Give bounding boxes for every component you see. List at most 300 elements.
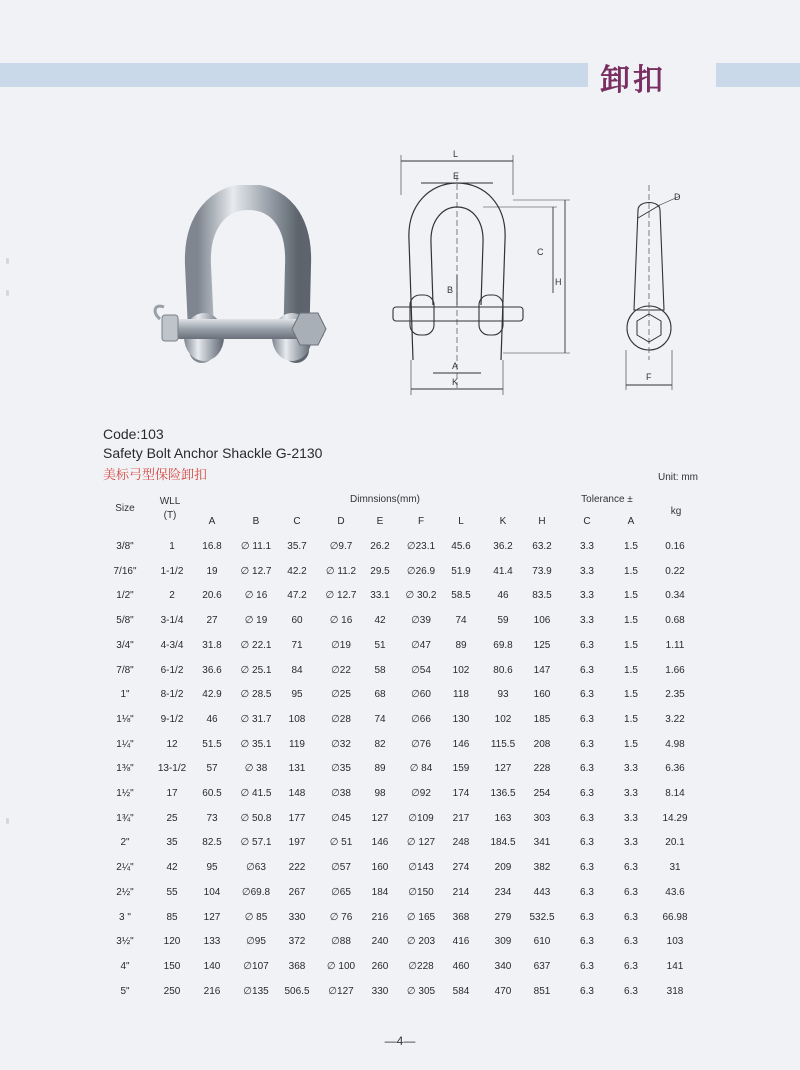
table-cell: 6.3 [624,936,638,948]
table-cell: 148 [288,788,306,799]
product-name-chinese: 美标弓型保险卸扣 [103,467,208,482]
column-header: H [538,516,546,527]
table-cell: 159 [452,763,470,775]
table-cell: 184.5 [490,837,516,849]
table-cell: ∅ 100 [326,960,356,972]
table-cell: 532.5 [529,911,555,923]
table-cell: 98 [374,788,386,799]
table-cell: 1-1/2 [160,565,184,577]
table-cell: ∅ 12.7 [325,590,357,602]
table-cell: 80.6 [493,664,513,676]
table-cell: ∅143 [408,862,434,874]
table-cell: 93 [497,689,509,701]
table-cell: 42.2 [287,565,307,577]
table-cell: ∅ 165 [406,911,436,923]
table-cell: 125 [533,639,551,651]
table-cell: 17 [166,788,178,799]
product-name: Safety Bolt Anchor Shackle G-2130 [103,445,323,461]
table-cell: 102 [494,713,512,725]
column-header: L [458,516,464,527]
table-cell: 118 [453,689,469,701]
table-cell: 303 [533,812,551,824]
table-cell: 254 [533,788,551,799]
table-cell: 146 [371,837,389,849]
table-cell: ∅ 11.1 [240,541,272,552]
table-cell: 260 [371,960,389,972]
table-cell: 1.5 [624,639,638,651]
table-cell: 73.9 [532,565,552,577]
table-cell: 74 [374,713,386,725]
table-cell: 160 [371,862,389,874]
table-cell: 3/8" [116,541,134,552]
table-cell: 120 [163,936,181,948]
table-cell: 214 [452,886,470,898]
table-cell: ∅107 [243,960,269,972]
table-cell: 58.5 [451,590,471,602]
table-cell: 1.5 [624,590,638,602]
table-cell: 3-1/4 [160,615,184,627]
table-cell: 6-1/2 [160,664,184,676]
label-a: A [452,361,459,371]
product-code: Code:103 [103,426,164,442]
table-cell: 127 [371,812,389,824]
table-cell: ∅ 38 [244,763,268,775]
table-cell: ∅28 [331,713,351,725]
table-cell: ∅109 [408,812,434,824]
table-cell: 14.29 [662,812,688,824]
table-cell: 584 [452,985,470,997]
table-cell: 146 [452,738,470,750]
table-cell: 6.3 [580,812,594,824]
table-cell: 228 [533,763,551,775]
table-cell: 131 [288,763,306,775]
table-cell: 25 [166,812,178,824]
table-cell: 6.3 [624,886,638,898]
table-cell: 127 [494,763,512,775]
table-cell: 267 [288,886,306,898]
table-cell: 51.9 [451,565,471,577]
wll-header: WLL [159,496,181,507]
table-cell: ∅ 31.7 [240,713,272,725]
table-cell: ∅ 41.5 [240,788,272,799]
table-cell: 46 [206,713,218,725]
table-cell: 35.7 [287,541,307,552]
table-cell: ∅47 [411,639,431,651]
table-cell: 6.3 [580,837,594,849]
page-number: —4— [384,1034,416,1048]
table-cell: ∅ 25.1 [240,664,272,676]
table-cell: 63.2 [532,541,552,552]
table-cell: 3.3 [624,763,638,775]
column-header: D [337,516,345,527]
table-cell: 460 [452,960,470,972]
table-cell: 6.3 [624,862,638,874]
table-cell: ∅135 [243,985,269,997]
label-l: L [453,149,459,159]
table-cell: 6.3 [580,862,594,874]
table-cell: 6.3 [580,713,594,725]
table-cell: ∅ 76 [329,911,353,923]
table-cell: 851 [533,985,551,997]
table-cell: 470 [494,985,512,997]
table-cell: 1.5 [624,615,638,627]
table-cell: ∅ 85 [244,911,268,923]
table-cell: 6.36 [665,763,685,775]
table-cell: 1½" [116,788,134,799]
table-cell: 274 [452,862,470,874]
table-cell: 85 [166,911,178,923]
table-cell: 95 [206,862,218,874]
table-cell: 0.22 [665,565,685,577]
table-cell: ∅19 [331,639,351,651]
table-cell: 250 [163,985,181,997]
table-cell: 3.3 [624,788,638,799]
table-cell: 20.6 [202,590,222,602]
table-cell: 3/4" [116,639,134,651]
table-cell: ∅35 [331,763,351,775]
table-cell: ∅76 [411,738,431,750]
table-cell: ∅65 [331,886,351,898]
table-cell: 136.5 [490,788,516,799]
table-cell: ∅ 11.2 [325,565,357,577]
table-cell: ∅69.8 [241,886,271,898]
table-cell: 36.6 [202,664,222,676]
table-cell: 197 [288,837,306,849]
table-cell: 1/2" [116,590,134,602]
table-cell: 3.3 [580,541,594,552]
shackle-photo [150,185,330,385]
label-b: B [447,285,454,295]
table-cell: ∅54 [411,664,431,676]
table-cell: 20.1 [665,837,685,849]
table-cell: 95 [291,689,303,701]
column-header: C [583,516,591,527]
table-cell: 1.5 [624,738,638,750]
table-cell: ∅88 [331,936,351,948]
table-cell: 7/8" [116,664,134,676]
label-h: H [555,277,562,287]
table-cell: ∅ 57.1 [240,837,272,849]
table-cell: 174 [452,788,470,799]
table-cell: 71 [291,639,303,651]
table-cell: 43.6 [665,886,685,898]
table-cell: 127 [203,911,221,923]
table-cell: 0.34 [665,590,685,602]
table-cell: ∅ 51 [329,837,353,849]
table-cell: 3½" [116,936,134,948]
table-cell: 6.3 [580,886,594,898]
table-cell: 0.16 [665,541,685,552]
table-cell: 1⅛" [116,713,134,725]
table-cell: 1.11 [665,639,685,651]
table-cell: 3.3 [580,565,594,577]
table-cell: 82 [374,738,386,750]
table-cell: 184 [371,886,389,898]
column-header: F [417,516,425,527]
table-cell: 46 [497,590,509,602]
table-cell: 16.8 [202,541,222,552]
front-dimension-drawing [375,145,575,400]
table-cell: 60.5 [202,788,222,799]
table-cell: 82.5 [202,837,222,849]
label-c: C [537,247,544,257]
table-cell: ∅32 [331,738,351,750]
table-cell: 59 [497,615,509,627]
tolerance-header: Tolerance ± [581,494,633,505]
table-cell: ∅92 [411,788,431,799]
table-cell: 13-1/2 [157,763,187,775]
table-cell: 73 [206,812,218,824]
table-cell: 3.3 [580,615,594,627]
table-cell: 103 [666,936,684,948]
table-cell: 19 [206,565,218,577]
table-cell: 5" [120,985,130,997]
table-cell: 185 [533,713,551,725]
table-cell: 119 [289,738,305,750]
table-cell: 1.5 [624,713,638,725]
table-cell: 35 [166,837,178,849]
table-cell: 31 [669,862,681,874]
table-cell: 1¼" [116,738,134,750]
table-cell: 141 [666,960,684,972]
table-cell: 26.2 [370,541,390,552]
table-cell: 610 [533,936,551,948]
table-cell: ∅45 [331,812,351,824]
table-cell: ∅60 [411,689,431,701]
table-cell: 84 [291,664,303,676]
table-cell: ∅26.9 [406,565,436,577]
table-cell: 45.6 [451,541,471,552]
table-cell: 0.68 [665,615,685,627]
table-cell: 3 " [119,911,131,923]
table-cell: 1.5 [624,541,638,552]
table-cell: ∅ 22.1 [240,639,272,651]
table-cell: 6.3 [580,639,594,651]
table-cell: 2 [169,590,175,602]
column-header: E [376,516,384,527]
table-cell: 89 [374,763,386,775]
table-cell: 6.3 [580,664,594,676]
table-cell: 115.5 [490,738,516,750]
table-cell: 6.3 [580,689,594,701]
table-cell: 1.66 [665,664,685,676]
table-cell: 637 [533,960,551,972]
table-cell: 57 [206,763,218,775]
size-header: Size [115,503,135,514]
table-cell: 3.3 [580,590,594,602]
table-cell: 372 [288,936,306,948]
table-cell: 1⅜" [116,763,134,775]
table-cell: 29.5 [370,565,390,577]
table-cell: ∅95 [246,936,266,948]
wll-unit: (T) [163,510,177,521]
table-cell: 217 [452,812,470,824]
table-cell: ∅ 16 [244,590,268,602]
table-cell: 68 [374,689,386,701]
table-cell: ∅66 [411,713,431,725]
table-cell: 74 [455,615,467,627]
label-k: K [452,377,459,387]
table-cell: 8.14 [665,788,685,799]
table-cell: 3.22 [665,713,685,725]
table-cell: ∅ 30.2 [405,590,437,602]
header-band-left [0,63,588,87]
table-cell: 240 [371,936,389,948]
table-cell: ∅ 84 [409,763,433,775]
table-cell: 55 [166,886,178,898]
column-header: A [208,516,216,527]
table-cell: 222 [288,862,306,874]
table-cell: ∅39 [411,615,431,627]
table-cell: 1.5 [624,664,638,676]
table-cell: 3.3 [624,837,638,849]
table-cell: 7/16" [113,565,137,577]
table-cell: ∅ 12.7 [240,565,272,577]
table-cell: 104 [203,886,221,898]
table-cell: 368 [288,960,306,972]
table-cell: 5/8" [116,615,134,627]
table-cell: ∅ 203 [406,936,436,948]
table-cell: 443 [533,886,551,898]
table-cell: 416 [452,936,470,948]
table-cell: ∅23.1 [406,541,436,552]
table-cell: ∅ 28.5 [240,689,272,701]
table-cell: ∅ 127 [406,837,436,849]
table-cell: 340 [494,960,512,972]
dimensions-header: Dimnsions(mm) [350,494,420,505]
table-cell: 318 [666,985,684,997]
table-cell: 309 [494,936,512,948]
table-cell: ∅ 19 [244,615,268,627]
column-header: K [499,516,507,527]
table-cell: 8-1/2 [160,689,184,701]
table-cell: 216 [203,985,221,997]
table-cell: 130 [452,713,470,725]
table-cell: 102 [452,664,470,676]
table-cell: 279 [494,911,512,923]
table-cell: 106 [533,615,551,627]
table-cell: 89 [455,639,467,651]
table-cell: 83.5 [532,590,552,602]
header-band-right [716,63,800,87]
table-cell: ∅25 [331,689,351,701]
table-cell: ∅22 [331,664,351,676]
table-cell: 47.2 [287,590,307,602]
table-cell: 209 [494,862,512,874]
table-cell: ∅63 [246,862,266,874]
label-e: E [453,171,460,181]
table-cell: 1¾" [116,812,134,824]
table-cell: 2.35 [665,689,685,701]
table-cell: ∅ 305 [406,985,436,997]
table-cell: 31.8 [202,639,222,651]
table-cell: 6.3 [580,936,594,948]
table-cell: 382 [533,862,551,874]
table-cell: 6.3 [580,911,594,923]
table-cell: 4-3/4 [160,639,184,651]
table-cell: 6.3 [580,763,594,775]
table-cell: 160 [533,689,551,701]
table-cell: 36.2 [493,541,513,552]
side-dimension-drawing [598,180,693,400]
table-cell: 2" [120,837,130,849]
table-cell: 177 [288,812,306,824]
table-cell: 330 [371,985,389,997]
table-cell: 42 [166,862,178,874]
table-cell: 12 [166,738,178,750]
table-cell: 4.98 [665,738,685,750]
table-cell: 341 [533,837,551,849]
table-cell: 208 [533,738,551,750]
table-cell: ∅9.7 [329,541,353,552]
page-title: 卸扣 [600,63,666,98]
table-cell: 51 [374,639,386,651]
table-cell: 4" [120,960,130,972]
table-cell: 1 [169,541,175,552]
table-cell: 1.5 [624,565,638,577]
table-cell: 60 [291,615,303,627]
table-cell: 42.9 [202,689,222,701]
column-header: B [252,516,260,527]
table-cell: 147 [533,664,551,676]
unit-label: Unit: mm [658,472,698,483]
label-d: D [674,192,681,202]
table-cell: 248 [452,837,470,849]
table-cell: ∅228 [408,960,434,972]
column-header: C [293,516,301,527]
table-cell: 58 [374,664,386,676]
table-cell: 2¼" [116,862,134,874]
table-cell: 6.3 [580,738,594,750]
table-cell: 150 [163,960,181,972]
table-cell: 140 [203,960,221,972]
table-cell: 506.5 [284,985,310,997]
table-cell: 33.1 [370,590,390,602]
table-cell: 66.98 [662,911,688,923]
label-f: F [646,372,652,382]
table-cell: 133 [203,936,221,948]
table-cell: 6.3 [624,911,638,923]
table-cell: 163 [494,812,512,824]
kg-header: kg [670,506,682,517]
table-cell: ∅150 [408,886,434,898]
table-cell: 51.5 [202,738,222,750]
table-cell: 6.3 [580,985,594,997]
table-cell: ∅ 35.1 [240,738,272,750]
table-cell: ∅ 16 [329,615,353,627]
table-cell: 69.8 [493,639,513,651]
table-cell: ∅57 [331,862,351,874]
table-cell: 27 [206,615,218,627]
table-cell: ∅127 [328,985,354,997]
table-cell: 3.3 [624,812,638,824]
table-cell: 1.5 [624,689,638,701]
table-cell: 6.3 [580,788,594,799]
table-cell: 41.4 [493,565,513,577]
table-cell: 108 [288,713,306,725]
table-cell: ∅ 50.8 [240,812,272,824]
column-header: A [627,516,635,527]
table-cell: 42 [374,615,386,627]
table-cell: 6.3 [624,985,638,997]
table-cell: 330 [288,911,306,923]
table-cell: 234 [494,886,512,898]
table-cell: 1" [120,689,130,701]
table-cell: 2½" [116,886,134,898]
table-cell: 6.3 [624,960,638,972]
table-cell: ∅38 [331,788,351,799]
table-cell: 216 [371,911,389,923]
